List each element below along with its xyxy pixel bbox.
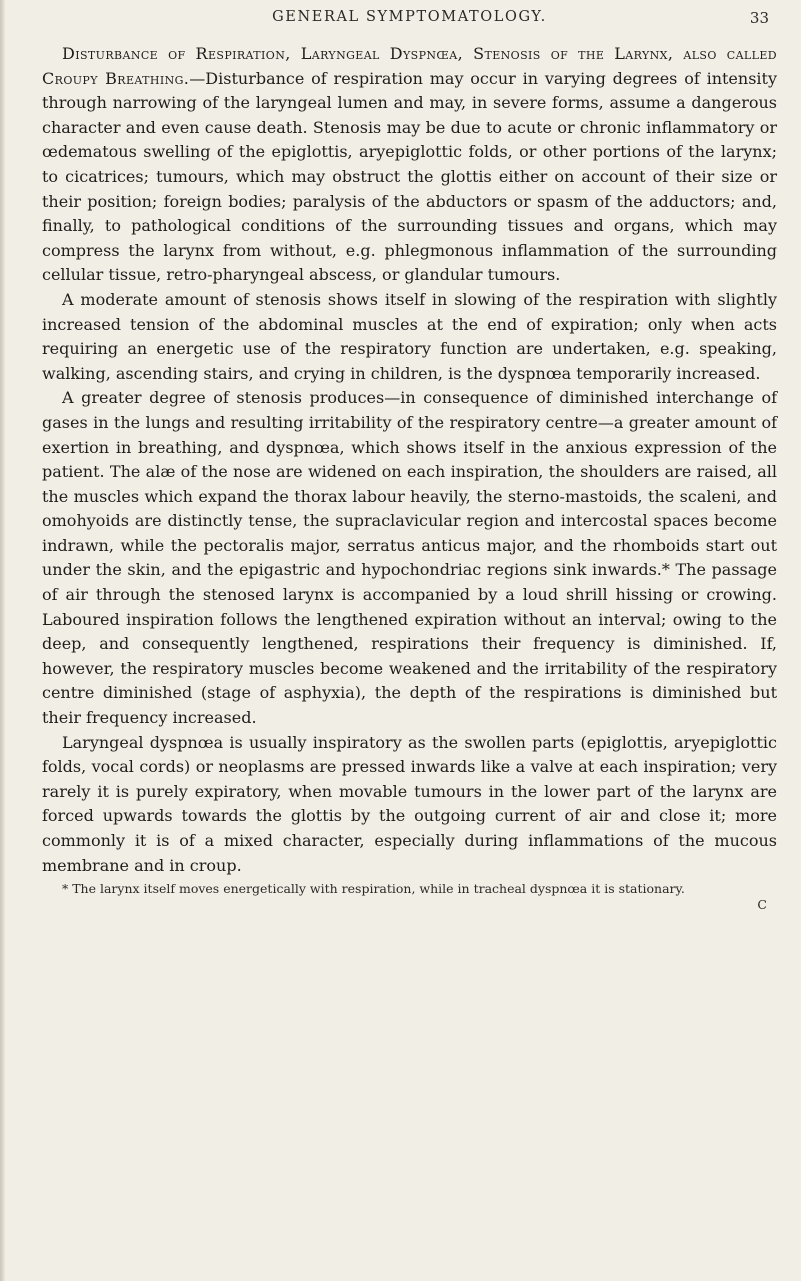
section-heading: Disturbance of Respiration, Laryngeal Dyspnœa, Stenosis of the Larynx, also called Croupy Breathing. xyxy=(42,44,777,88)
signature-mark: C xyxy=(757,897,767,913)
paragraph-2: A moderate amount of stenosis shows itself in slowing of the respiration with slightly increased tension of the abdominal muscles at the end of expiration; only when acts requiring an energetic use of the respiratory function are undertaken, e.g. speaking, walking, ascending stairs, and crying in children, is the dyspnœa temporarily increased. xyxy=(42,289,777,383)
paragraph-3: A greater degree of stenosis produces—in consequence of diminished interchange of gases in the lungs and resulting irritability of the respiratory centre—a greater amount of exertion in breathing, and dyspnœa, which shows itself in the anxious expression of the patient. The alæ of the nose are widened on each inspiration, the shoulders are raised, all the muscles which expand the thorax labour heavily, the sterno-mastoids, the scaleni, and omohyoids are distinctly tense, the supraclavicular region and intercostal spaces become indrawn, while the pectoralis major, serratus anticus major, and the rhomboids start out under the skin, and the epigastric and hypochondriac regions sink inwards.* The passage of air through the stenosed larynx is accompanied by a loud shrill hissing or crowing. Laboured inspiration follows the lengthened expiration without an interval; owing to the deep, and consequently lengthened, respirations their frequency is diminished. If, however, the respiratory muscles become weakened and the irritability of the respiratory centre diminished (stage of asphyxia), the depth of the respirations is diminished but their frequency increased. xyxy=(42,388,777,728)
paragraph-4: Laryngeal dyspnœa is usually inspiratory as the swollen parts (epiglottis, aryepiglottic folds, vocal cords) or neoplasms are pressed inwards like a valve at each inspiration; very rarely it is purely expiratory, when movable tumours in the lower part of the larynx are forced upwards towards the glottis by the outgoing current of air and close it; more commonly it is of a mixed character, especially during inflammations of the mucous membrane and in croup. xyxy=(42,732,777,875)
running-head xyxy=(42,9,777,39)
footnote: * The larynx itself moves energetically with respiration, while in tracheal dyspnœa it is stationary. xyxy=(62,881,685,897)
paragraph-1 xyxy=(42,42,777,288)
running-title: GENERAL SYMPTOMATOLOGY. xyxy=(272,9,547,25)
page-number: 33 xyxy=(749,9,769,27)
page-edge-shadow xyxy=(0,0,5,1281)
page-body xyxy=(42,42,777,878)
book-page xyxy=(42,9,777,912)
paragraph-1-text: —Disturbance of respiration may occur in varying degrees of intensity through narrowing of the laryngeal lumen and may, in severe forms, assume a dangerous character and even cause death. Stenosis may be due to acute or chronic inflammatory or œdematous swelling of the epiglottis, aryepiglottic folds, or other portions of the larynx; to cicatrices; tumours, which may obstruct the glottis either on account of their size or their position; foreign bodies; paralysis of the abductors or spasm of the adductors; and, finally, to pathological conditions of the surrounding tissues and organs, which may compress the larynx from without, e.g. phlegmonous inflammation of the surrounding cellular tissue, retro-pharyngeal abscess, or glandular tumours. xyxy=(42,68,777,285)
